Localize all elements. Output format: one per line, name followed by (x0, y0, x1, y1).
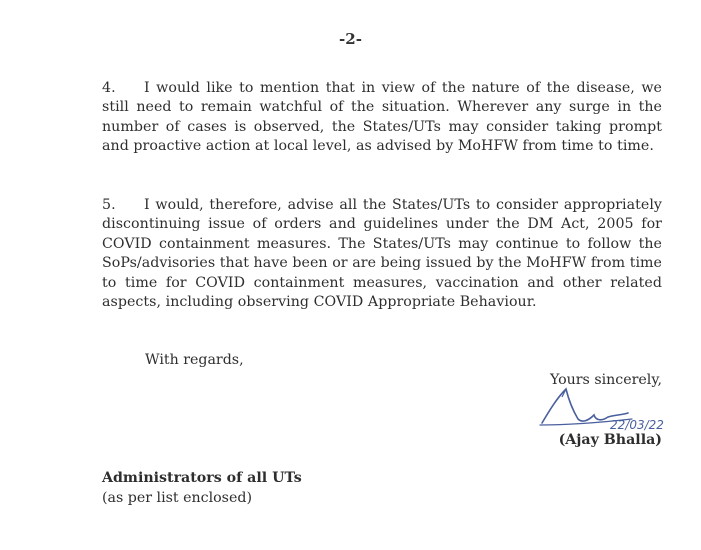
closing-text: Yours sincerely, (549, 372, 662, 388)
paragraph-5 (102, 196, 662, 312)
signature-date: 22/03/22 (610, 418, 664, 432)
signer-name: (Ajay Bhalla) (558, 432, 662, 448)
paragraph-number: 5. (102, 197, 116, 213)
paragraph-number: 4. (102, 80, 116, 96)
regards-text: With regards, (145, 352, 244, 368)
paragraph-4 (102, 79, 662, 157)
paragraph-text: I would like to mention that in view of the nature of the disease, we still need to remain watchful of the situation. Wherever any surge in the number of cases is observed, the States/UTs may consider taking prompt and proactive action at local level, as advised by MoHFW from time to time. (102, 80, 662, 155)
paragraph-text: I would, therefore, advise all the States/UTs to consider appropriately discontinuing issue of orders and guidelines under the DM Act, 2005 for COVID containment measures. The States/UTs may continue to follow the SoPs/advisories that have been or are being issued by the MoHFW from time to time for COVID containment measures, vaccination and other related aspects, including observing COVID Appropriate Behaviour. (102, 197, 662, 311)
addressee: Administrators of all UTs (102, 470, 302, 486)
addressee-note: (as per list enclosed) (102, 490, 252, 506)
signature-image (536, 385, 696, 435)
page-number: -2- (339, 30, 362, 48)
